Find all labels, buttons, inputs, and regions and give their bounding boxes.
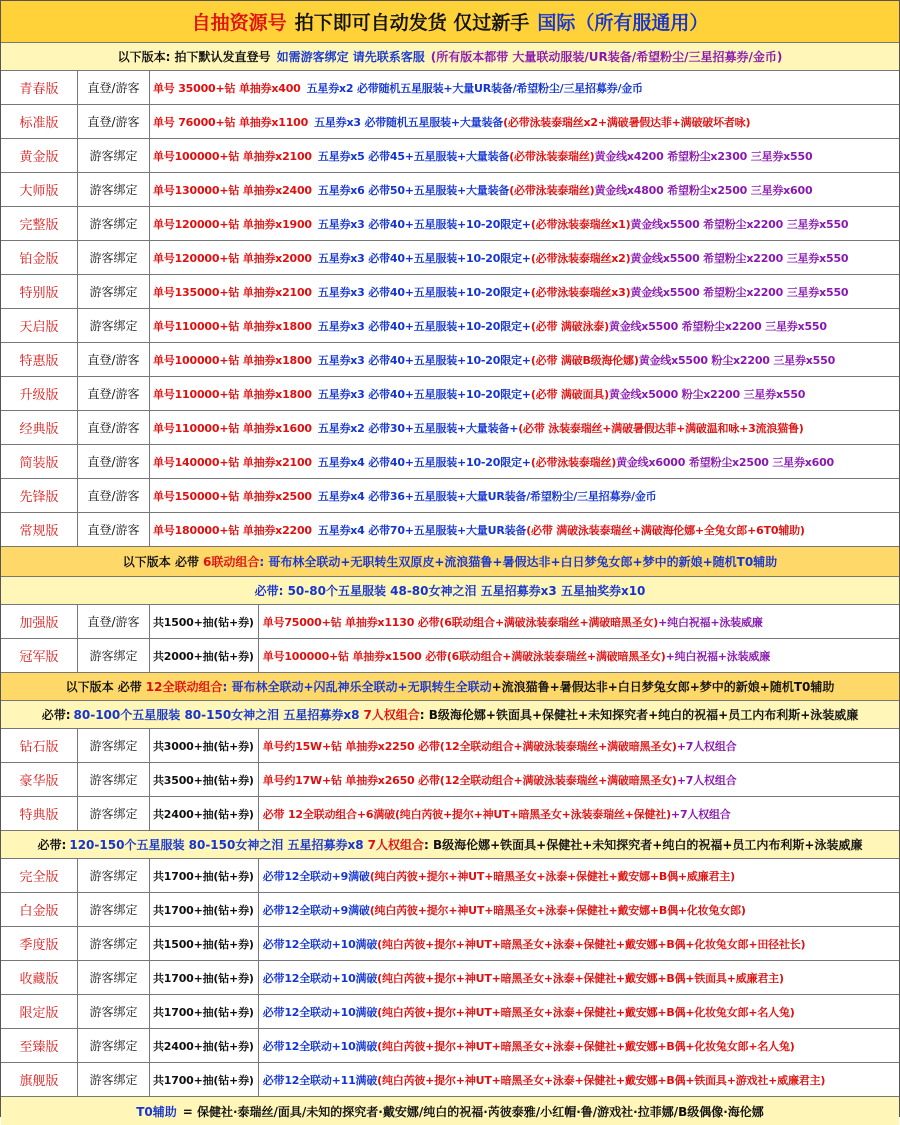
notice-12-linkage-includes xyxy=(1,701,899,729)
detail-part-c: (6联动组合+满破泳装泰瑞丝+满破暗黑圣女) xyxy=(446,649,666,663)
version-row-6-linkage xyxy=(1,605,899,639)
version-details xyxy=(150,763,899,796)
version-row-basic xyxy=(1,411,899,445)
login-type: 游客绑定 xyxy=(78,207,150,240)
version-row-6-linkage xyxy=(1,639,899,673)
detail-part-a: 共2400+抽(钻+券) xyxy=(153,807,254,821)
notice-default-login xyxy=(1,43,899,71)
detail-part-a: 共1700+抽(钻+券) xyxy=(153,1005,254,1019)
notice4-part4: +流浪猫鲁+暑假达非+白日梦兔女郎+梦中的新娘+随机T0辅助 xyxy=(491,680,835,694)
detail-part-b: 必带12全联动+10满破 xyxy=(262,971,378,985)
footer-t0-note xyxy=(1,1097,899,1125)
detail-part-c: (纯白芮彼+提尔+神UT+暗黑圣女+泳泰+保健社+戴安娜+B偶+化妆兔女郎+名人兔) xyxy=(377,1005,795,1019)
version-details xyxy=(150,1063,899,1096)
detail-part-d: +7人权组合 xyxy=(670,807,731,821)
login-type: 直登/游客 xyxy=(78,479,150,512)
version-name: 至臻版 xyxy=(1,1029,78,1062)
version-name: 收藏版 xyxy=(1,961,78,994)
version-details xyxy=(150,605,899,638)
notice-6-linkage xyxy=(1,547,899,577)
detail-part-a: 单号150000+钻 单抽券x2500 xyxy=(153,489,312,503)
version-name: 季度版 xyxy=(1,927,78,960)
version-row-premium xyxy=(1,859,899,893)
column-divider xyxy=(258,605,259,638)
version-details xyxy=(150,207,899,240)
version-name: 特惠版 xyxy=(1,343,78,376)
detail-part-a: 共1700+抽(钻+券) xyxy=(153,971,254,985)
notice2-part2: 6联动组合 xyxy=(202,555,260,569)
detail-part-d: 黄金线x5500 希望粉尘x2200 三星券x550 xyxy=(608,319,827,333)
version-row-basic xyxy=(1,309,899,343)
detail-part-b: 五星券x3 必带40+五星服装+10-20限定+ xyxy=(317,353,531,367)
login-type: 直登/游客 xyxy=(78,513,150,546)
detail-part-c: (必带泳装泰瑞丝x1) xyxy=(530,217,631,231)
version-name: 天启版 xyxy=(1,309,78,342)
detail-part-c: (纯白芮彼+提尔+神UT+暗黑圣女+泳泰+保健社+戴安娜+B偶+化妆兔女郎+名人兔) xyxy=(377,1039,795,1053)
login-type: 游客绑定 xyxy=(78,859,150,892)
detail-part-a: 单号140000+钻 单抽券x2100 xyxy=(153,455,312,469)
notice-12-linkage xyxy=(1,673,899,701)
notice4-part3: : 哥布林全联动+闪乱神乐全联动+无职转生全联动 xyxy=(222,680,492,694)
detail-part-d: +纯白祝福+泳装威廉 xyxy=(658,615,763,629)
version-row-basic xyxy=(1,479,899,513)
version-details xyxy=(150,411,899,444)
column-divider xyxy=(258,797,259,830)
detail-part-b: 五星券x4 必带70+五星服装+大量UR装备 xyxy=(317,523,527,537)
footer-part1: T0辅助 xyxy=(136,1104,177,1119)
detail-part-d: +纯白祝福+泳装威廉 xyxy=(665,649,771,663)
version-name: 先锋版 xyxy=(1,479,78,512)
detail-part-c: (必带 满破B级海伦娜) xyxy=(530,353,639,367)
detail-part-c: (纯白芮彼+提尔+神UT+暗黑圣女+泳泰+保健社+戴安娜+B偶+铁面具+游戏社+威廉君主) xyxy=(377,1073,826,1087)
version-details xyxy=(150,105,899,138)
notice4-part2: 12全联动组合 xyxy=(145,680,223,694)
version-name: 标准版 xyxy=(1,105,78,138)
column-divider xyxy=(258,1029,259,1062)
version-row-basic xyxy=(1,377,899,411)
detail-part-d: 黄金线x6000 希望粉尘x2500 三星券x600 xyxy=(616,455,835,469)
detail-part-b: 五星券x2 必带随机五星服装+大量UR装备/希望粉尘/三星招募券/金币 xyxy=(306,81,643,95)
version-name: 完整版 xyxy=(1,207,78,240)
version-name: 青春版 xyxy=(1,71,78,104)
notice6-part3: 7人权组合 xyxy=(367,838,424,852)
version-row-premium xyxy=(1,995,899,1029)
version-row-basic xyxy=(1,513,899,547)
detail-part-d: 黄金线x5500 希望粉尘x2200 三星券x550 xyxy=(630,285,849,299)
detail-part-d: 黄金线x4200 希望粉尘x2300 三星券x550 xyxy=(594,149,813,163)
version-name: 大师版 xyxy=(1,173,78,206)
column-divider xyxy=(258,995,259,1028)
version-details xyxy=(150,241,899,274)
title-banner xyxy=(1,1,899,43)
version-row-basic xyxy=(1,105,899,139)
version-row-basic xyxy=(1,71,899,105)
detail-part-a: 单号100000+钻 单抽券x1800 xyxy=(153,353,312,367)
version-row-basic xyxy=(1,275,899,309)
version-details xyxy=(150,859,899,892)
version-row-12-linkage xyxy=(1,729,899,763)
version-row-premium xyxy=(1,1029,899,1063)
detail-part-a: 共1700+抽(钻+券) xyxy=(153,1073,254,1087)
detail-part-c: (必带 泳装泰瑞丝+满破暑假达菲+满破温和咏+3流浪猫鲁) xyxy=(518,421,804,435)
login-type: 游客绑定 xyxy=(78,927,150,960)
version-name: 特典版 xyxy=(1,797,78,830)
login-type: 直登/游客 xyxy=(78,377,150,410)
version-row-basic xyxy=(1,207,899,241)
version-name: 旗舰版 xyxy=(1,1063,78,1096)
login-type: 直登/游客 xyxy=(78,445,150,478)
version-name: 钻石版 xyxy=(1,729,78,762)
detail-part-a: 单号 35000+钻 单抽券x400 xyxy=(153,81,301,95)
notice5-part1: 必带: xyxy=(41,708,71,722)
detail-part-b: 五星券x4 必带36+五星服装+大量UR装备/希望粉尘/三星招募券/金币 xyxy=(317,489,657,503)
detail-part-b: 必带 12全联动组合+6满破 xyxy=(262,807,395,821)
detail-part-a: 共2400+抽(钻+券) xyxy=(153,1039,254,1053)
notice5-part3: 7人权组合 xyxy=(363,708,420,722)
detail-part-c: (纯白芮彼+提尔+神UT+暗黑圣女+泳泰+保健社+戴安娜+B偶+化妆兔女郎) xyxy=(369,903,746,917)
version-name: 限定版 xyxy=(1,995,78,1028)
column-divider xyxy=(258,763,259,796)
detail-part-a: 共3000+抽(钻+券) xyxy=(153,739,254,753)
notice6-part1: 必带: xyxy=(37,838,67,852)
detail-part-d: 黄金线x5500 希望粉尘x2200 三星券x550 xyxy=(630,217,849,231)
detail-part-c: (必带泳装泰瑞丝x3) xyxy=(530,285,631,299)
version-details xyxy=(150,995,899,1028)
notice2-part1: 以下版本 必带 xyxy=(122,555,199,569)
detail-part-c: (必带泳装泰瑞丝x2) xyxy=(530,251,631,265)
column-divider xyxy=(258,859,259,892)
version-name: 黄金版 xyxy=(1,139,78,172)
detail-part-b: 单号约17W+钻 单抽券x2650 必带 xyxy=(262,773,440,787)
detail-part-c: (必带 满破面具) xyxy=(530,387,609,401)
version-name: 冠军版 xyxy=(1,639,78,672)
footer-part2: = 保健社·泰瑞丝/面具/未知的探究者·戴安娜/纯白的祝福·芮彼泰雅/小红帽·鲁/游戏社·拉菲娜/B级偶像·海伦娜 xyxy=(182,1104,764,1119)
notice6-part4: : B级海伦娜+铁面具+保健社+未知探究者+纯白的祝福+员工内布利斯+泳装威廉 xyxy=(423,838,863,852)
notice5-part2: 80-100个五星服装 80-150女神之泪 五星招募券x8 xyxy=(73,708,360,722)
notice-6-linkage-includes xyxy=(1,577,899,605)
version-row-basic xyxy=(1,241,899,275)
login-type: 游客绑定 xyxy=(78,309,150,342)
detail-part-b: 五星券x2 必带30+五星服装+大量装备+ xyxy=(317,421,519,435)
login-type: 游客绑定 xyxy=(78,275,150,308)
detail-part-b: 五星券x3 必带随机五星服装+大量装备 xyxy=(314,115,504,129)
notice6-part2: 120-150个五星服装 80-150女神之泪 五星招募券x8 xyxy=(69,838,364,852)
detail-part-a: 单号100000+钻 单抽券x2100 xyxy=(153,149,312,163)
detail-part-b: 五星券x3 必带40+五星服装+10-20限定+ xyxy=(317,251,531,265)
version-row-12-linkage xyxy=(1,763,899,797)
login-type: 游客绑定 xyxy=(78,961,150,994)
login-type: 游客绑定 xyxy=(78,241,150,274)
detail-part-b: 必带12全联动+11满破 xyxy=(262,1073,378,1087)
section-12-linkage-versions xyxy=(1,729,899,831)
login-type: 直登/游客 xyxy=(78,71,150,104)
version-details xyxy=(150,309,899,342)
version-details xyxy=(150,275,899,308)
version-details xyxy=(150,513,899,546)
section-premium-versions xyxy=(1,859,899,1097)
detail-part-c: (纯白芮彼+提尔+神UT+暗黑圣女+泳泰+保健社+戴安娜+B偶+威廉君主) xyxy=(369,869,735,883)
column-divider xyxy=(258,893,259,926)
version-details xyxy=(150,961,899,994)
detail-part-c: (必带泳装泰瑞丝x2+满破暑假达菲+满破破坏者咏) xyxy=(503,115,751,129)
version-row-12-linkage xyxy=(1,797,899,831)
detail-part-b: 单号75000+钻 单抽券x1130 必带 xyxy=(262,615,440,629)
detail-part-c: (纯白芮彼+提尔+神UT+暗黑圣女+泳泰+保健社+戴安娜+B偶+铁面具+威廉君主) xyxy=(377,971,784,985)
title-part2: 拍下即可自动发货 仅过新手 xyxy=(294,12,530,34)
detail-part-c: (必带泳装泰瑞丝) xyxy=(509,183,595,197)
detail-part-c: (12全联动组合+满破泳装泰瑞丝+满破暗黑圣女) xyxy=(439,773,677,787)
login-type: 游客绑定 xyxy=(78,1063,150,1096)
detail-part-b: 五星券x3 必带40+五星服装+10-20限定+ xyxy=(317,319,531,333)
version-details xyxy=(150,1029,899,1062)
notice1-part1: 以下版本: 拍下默认发直登号 xyxy=(117,50,271,64)
detail-part-c: (12全联动组合+满破泳装泰瑞丝+满破暗黑圣女) xyxy=(439,739,677,753)
detail-part-a: 单号110000+钻 单抽券x1800 xyxy=(153,319,312,333)
version-details xyxy=(150,639,899,672)
version-row-basic xyxy=(1,343,899,377)
detail-part-b: 必带12全联动+9满破 xyxy=(262,869,370,883)
detail-part-a: 单号110000+钻 单抽券x1600 xyxy=(153,421,312,435)
detail-part-a: 单号180000+钻 单抽券x2200 xyxy=(153,523,312,537)
login-type: 游客绑定 xyxy=(78,995,150,1028)
version-name: 白金版 xyxy=(1,893,78,926)
login-type: 游客绑定 xyxy=(78,139,150,172)
detail-part-b: 五星券x4 必带40+五星服装+10-20限定+ xyxy=(317,455,531,469)
title-part1: 自抽资源号 xyxy=(191,12,287,34)
notice3-text: 必带: 50-80个五星服装 48-80女神之泪 五星招募券x3 五星抽奖券x10 xyxy=(254,584,646,598)
notice4-part1: 以下版本 必带 xyxy=(65,680,142,694)
detail-part-d: 黄金线x4800 希望粉尘x2500 三星券x600 xyxy=(594,183,813,197)
version-row-basic xyxy=(1,173,899,207)
detail-part-c: (必带泳装泰瑞丝) xyxy=(509,149,595,163)
login-type: 游客绑定 xyxy=(78,729,150,762)
detail-part-b: 五星券x6 必带50+五星服装+大量装备 xyxy=(317,183,510,197)
detail-part-b: 必带12全联动+10满破 xyxy=(262,1005,378,1019)
detail-part-a: 共2000+抽(钻+券) xyxy=(153,649,254,663)
notice1-part3: (所有版本都带 大量联动服装/UR装备/希望粉尘/三星招募券/金币) xyxy=(430,50,783,64)
detail-part-c: (6联动组合+满破泳装泰瑞丝+满破暗黑圣女) xyxy=(439,615,659,629)
version-name: 升级版 xyxy=(1,377,78,410)
detail-part-a: 单号120000+钻 单抽券x1900 xyxy=(153,217,312,231)
login-type: 游客绑定 xyxy=(78,893,150,926)
version-name: 简装版 xyxy=(1,445,78,478)
version-details xyxy=(150,71,899,104)
detail-part-c: (纯白芮彼+提尔+神UT+暗黑圣女+泳装泰瑞丝+保健社) xyxy=(394,807,671,821)
column-divider xyxy=(258,1063,259,1096)
version-name: 完全版 xyxy=(1,859,78,892)
version-details xyxy=(150,797,899,830)
version-details xyxy=(150,377,899,410)
version-details xyxy=(150,343,899,376)
notice2-part3: : 哥布林全联动+无职转生双原皮+流浪猫鲁+暑假达非+白日梦兔女郎+梦中的新娘+随机T0辅助 xyxy=(259,555,778,569)
detail-part-b: 单号100000+钻 单抽券x1500 必带 xyxy=(262,649,447,663)
detail-part-c: (必带 满破泳装泰瑞丝+满破海伦娜+全兔女郎+6T0辅助) xyxy=(526,523,805,537)
version-name: 特别版 xyxy=(1,275,78,308)
login-type: 游客绑定 xyxy=(78,797,150,830)
login-type: 直登/游客 xyxy=(78,343,150,376)
detail-part-d: 黄金线x5500 粉尘x2200 三星券x550 xyxy=(638,353,836,367)
login-type: 直登/游客 xyxy=(78,105,150,138)
column-divider xyxy=(258,927,259,960)
column-divider xyxy=(258,961,259,994)
version-row-premium xyxy=(1,1063,899,1097)
detail-part-a: 共1700+抽(钻+券) xyxy=(153,903,254,917)
column-divider xyxy=(258,639,259,672)
login-type: 游客绑定 xyxy=(78,763,150,796)
detail-part-b: 单号约15W+钻 单抽券x2250 必带 xyxy=(262,739,440,753)
detail-part-a: 共1700+抽(钻+券) xyxy=(153,869,254,883)
detail-part-b: 五星券x5 必带45+五星服装+大量装备 xyxy=(317,149,510,163)
version-name: 加强版 xyxy=(1,605,78,638)
section-basic-versions xyxy=(1,71,899,547)
detail-part-a: 单号135000+钻 单抽券x2100 xyxy=(153,285,312,299)
version-row-basic xyxy=(1,445,899,479)
title-part3: 国际（所有服通用） xyxy=(537,12,709,34)
version-row-premium xyxy=(1,927,899,961)
detail-part-c: (必带 满破泳泰) xyxy=(530,319,609,333)
version-row-basic xyxy=(1,139,899,173)
detail-part-b: 必带12全联动+10满破 xyxy=(262,1039,378,1053)
detail-part-a: 共1500+抽(钻+券) xyxy=(153,937,254,951)
detail-part-a: 单号110000+钻 单抽券x1800 xyxy=(153,387,312,401)
detail-part-b: 五星券x3 必带40+五星服装+10-20限定+ xyxy=(317,285,531,299)
notice5-part4: : B级海伦娜+铁面具+保健社+未知探究者+纯白的祝福+员工内布利斯+泳装威廉 xyxy=(419,708,859,722)
version-details xyxy=(150,927,899,960)
detail-part-c: (必带泳装泰瑞丝) xyxy=(530,455,617,469)
login-type: 游客绑定 xyxy=(78,639,150,672)
version-row-premium xyxy=(1,961,899,995)
detail-part-b: 必带12全联动+10满破 xyxy=(262,937,378,951)
version-details xyxy=(150,893,899,926)
detail-part-a: 共3500+抽(钻+券) xyxy=(153,773,254,787)
login-type: 直登/游客 xyxy=(78,605,150,638)
notice1-part2: 如需游客绑定 请先联系客服 xyxy=(276,50,425,64)
detail-part-a: 单号130000+钻 单抽券x2400 xyxy=(153,183,312,197)
detail-part-d: 黄金线x5500 希望粉尘x2200 三星券x550 xyxy=(630,251,849,265)
version-name: 铂金版 xyxy=(1,241,78,274)
version-name: 常规版 xyxy=(1,513,78,546)
login-type: 游客绑定 xyxy=(78,1029,150,1062)
version-row-premium xyxy=(1,893,899,927)
version-details xyxy=(150,445,899,478)
detail-part-b: 五星券x3 必带40+五星服装+10-20限定+ xyxy=(317,217,531,231)
detail-part-a: 共1500+抽(钻+券) xyxy=(153,615,254,629)
version-details xyxy=(150,729,899,762)
column-divider xyxy=(258,729,259,762)
version-name: 经典版 xyxy=(1,411,78,444)
detail-part-c: (纯白芮彼+提尔+神UT+暗黑圣女+泳泰+保健社+戴安娜+B偶+化妆兔女郎+田径社长) xyxy=(377,937,806,951)
detail-part-b: 必带12全联动+9满破 xyxy=(262,903,370,917)
version-details xyxy=(150,479,899,512)
detail-part-a: 单号120000+钻 单抽券x2000 xyxy=(153,251,312,265)
login-type: 直登/游客 xyxy=(78,411,150,444)
version-name: 豪华版 xyxy=(1,763,78,796)
detail-part-a: 单号 76000+钻 单抽券x1100 xyxy=(153,115,309,129)
detail-part-b: 五星券x3 必带40+五星服装+10-20限定+ xyxy=(317,387,531,401)
version-details xyxy=(150,173,899,206)
notice-premium-includes xyxy=(1,831,899,859)
detail-part-d: +7人权组合 xyxy=(676,739,737,753)
section-6-linkage-versions xyxy=(1,605,899,673)
detail-part-d: 黄金线x5000 粉尘x2200 三星券x550 xyxy=(608,387,806,401)
detail-part-d: +7人权组合 xyxy=(676,773,737,787)
version-details xyxy=(150,139,899,172)
login-type: 游客绑定 xyxy=(78,173,150,206)
